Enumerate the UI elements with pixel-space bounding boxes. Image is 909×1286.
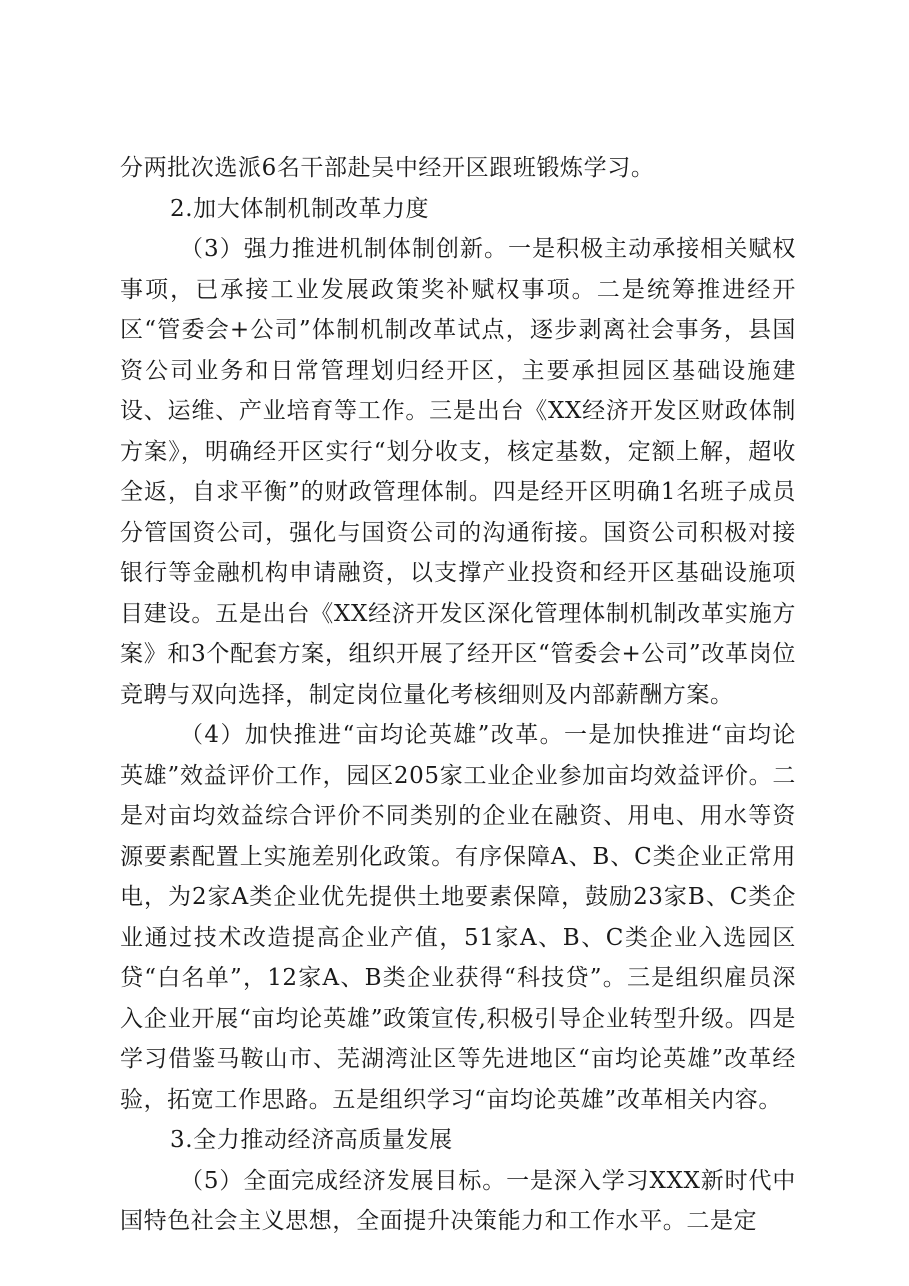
item-paragraph-3: （3）强力推进机制体制创新。一是积极主动承接相关赋权事项，已承接工业发展政策奖补赋权事项。二是统筹推进经开区“管委会+公司”体制机制改革试点，逐步剥离社会事务，县国资公司业务和日常管理划归经开区，主要承担园区基础设施建设、运维、产业培育等工作。三是出台《XX经济开发区财政体制方案》，明确经开区实行“划分收支，核定基数，定额上解，超收全返，自求平衡”的财政管理体制。四是经开区明确1名班子成员分管国资公司，强化与国资公司的沟通衔接。国资公司积极对接银行等金融机构申请融资，以支撑产业投资和经开区基础设施项目建设。五是出台《XX经济开发区深化管理体制机制改革实施方案》和3个配套方案，组织开展了经开区“管委会+公司”改革岗位竞聘与双向选择，制定岗位量化考核细则及内部薪酬方案。 [120,236,796,708]
document-page [120,148,796,1242]
body-paragraph-continuation: 分两批次选派6名干部赴吴中经开区跟班锻炼学习。 [120,155,655,181]
section-heading-3: 3.全力推动经济高质量发展 [170,1127,453,1153]
section-heading-2: 2.加大体制机制改革力度 [170,195,430,222]
item-paragraph-5: （5）全面完成经济发展目标。一是深入学习XXX新时代中国特色社会主义思想，全面提升决策能力和工作水平。二是定 [120,1167,796,1234]
item-paragraph-4: （4）加快推进“亩均论英雄”改革。一是加快推进“亩均论英雄”效益评价工作，园区205家工业企业参加亩均效益评价。二是对亩均效益综合评价不同类别的企业在融资、用电、用水等资源要素配置上实施差别化政策。有序保障A、B、C类企业正常用电，为2家A类企业优先提供土地要素保障，鼓励23家B、C类企业通过技术改造提高企业产值，51家A、B、C类企业入选园区贷“白名单”，12家A、B类企业获得“科技贷”。三是组织雇员深入企业开展“亩均论英雄”政策宣传,积极引导企业转型升级。四是学习借鉴马鞍山市、芜湖湾沚区等先进地区“亩均论英雄”改革经验，拓宽工作思路。五是组织学习“亩均论英雄”改革相关内容。 [120,722,796,1113]
